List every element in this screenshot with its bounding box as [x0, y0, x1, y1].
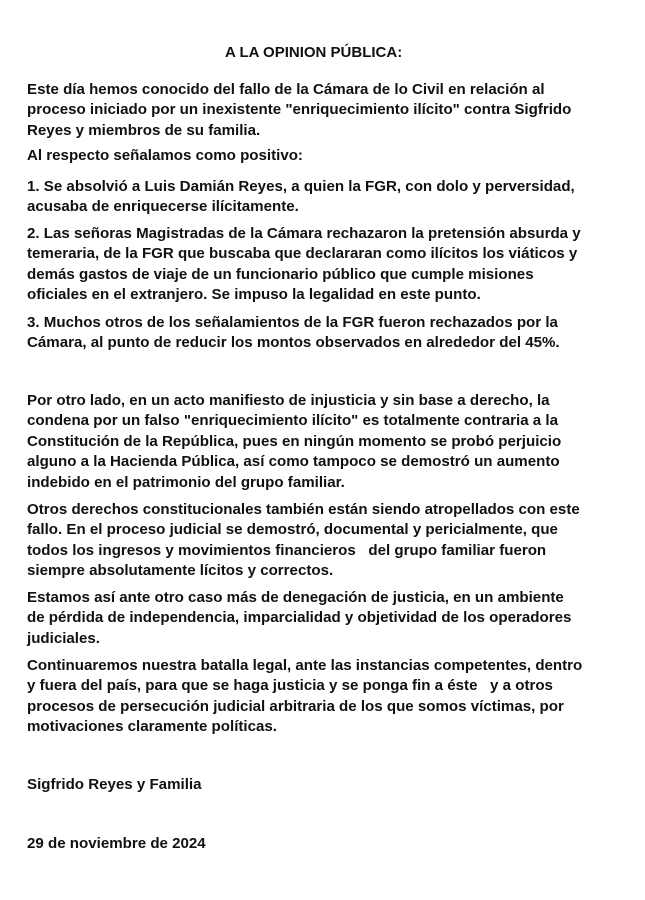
text-line: fallo. En el proceso judicial se demostró, documental y pericialmente, que	[27, 521, 558, 539]
text-line: Otros derechos constitucionales también están siendo atropellados con este	[27, 501, 580, 518]
text-line: Este día hemos conocido del fallo de la Cámara de lo Civil en relación al	[27, 81, 545, 98]
text-line: oficiales en el extranjero. Se impuso la legalidad en este punto.	[27, 286, 481, 304]
text-line: judiciales.	[27, 629, 100, 647]
text-line: proceso iniciado por un inexistente "enriquecimiento ilícito" contra Sigfrido	[27, 101, 572, 119]
text-line: 3. Muchos otros de los señalamientos de la FGR fueron rechazados por la	[27, 314, 558, 331]
paragraph-positive-intro	[27, 146, 622, 166]
text-line: condena por un falso "enriquecimiento ilícito" es totalmente contraria a la	[27, 412, 558, 430]
text-line: Por otro lado, en un acto manifiesto de injusticia y sin base a derecho, la	[27, 392, 550, 409]
text-line: siempre absolutamente lícitos y correctos.	[27, 562, 334, 580]
text-line: demás gastos de viaje de un funcionario público que cumple misiones	[27, 265, 534, 283]
text-line: Continuaremos nuestra batalla legal, ante las instancias competentes, dentro	[27, 657, 583, 674]
text-line: motivaciones claramente políticas.	[27, 718, 277, 736]
paragraph-point-3	[27, 313, 622, 354]
text-line: y fuera del país, para que se haga justicia y se ponga fin a éste y a otros	[27, 677, 553, 695]
text-line: 2. Las señoras Magistradas de la Cámara rechazaron la pretensión absurda y	[27, 225, 581, 242]
text-line: alguno a la Hacienda Pública, así como tampoco se demostró un aumento	[27, 453, 560, 471]
paragraph-continue-battle	[27, 656, 622, 738]
paragraph-constitutional-rights	[27, 500, 622, 582]
paragraph-injustice	[27, 391, 622, 493]
text-line: 1. Se absolvió a Luis Damián Reyes, a quien la FGR, con dolo y perversidad,	[27, 178, 575, 195]
text-line: temeraria, de la FGR que buscaba que declararan como ilícitos los viáticos y	[27, 245, 578, 263]
paragraph-point-1	[27, 177, 622, 218]
text-line: procesos de persecución judicial arbitraria de los que somos víctimas, por	[27, 697, 564, 715]
text-line: de pérdida de independencia, imparcialidad y objetividad de los operadores	[27, 609, 572, 627]
text-line: acusaba de enriquecerse ilícitamente.	[27, 198, 299, 216]
text-line: Estamos así ante otro caso más de denegación de justicia, en un ambiente	[27, 589, 564, 606]
document-title: A LA OPINION PÚBLICA:	[225, 44, 403, 61]
text-line: Constitución de la República, pues en ningún momento se probó perjuicio	[27, 432, 562, 450]
paragraph-denial-of-justice	[27, 588, 622, 649]
paragraph-intro	[27, 80, 622, 141]
text-line: indebido en el patrimonio del grupo familiar.	[27, 473, 345, 491]
text-line: Al respecto señalamos como positivo:	[27, 147, 303, 164]
text-line: todos los ingresos y movimientos financieros del grupo familiar fueron	[27, 541, 547, 559]
signature: Sigfrido Reyes y Familia	[27, 776, 202, 793]
text-line: Cámara, al punto de reducir los montos observados en alrededor del 45%.	[27, 334, 560, 352]
document-date: 29 de noviembre de 2024	[27, 835, 206, 852]
paragraph-point-2	[27, 224, 622, 306]
text-line: Reyes y miembros de su familia.	[27, 121, 261, 139]
